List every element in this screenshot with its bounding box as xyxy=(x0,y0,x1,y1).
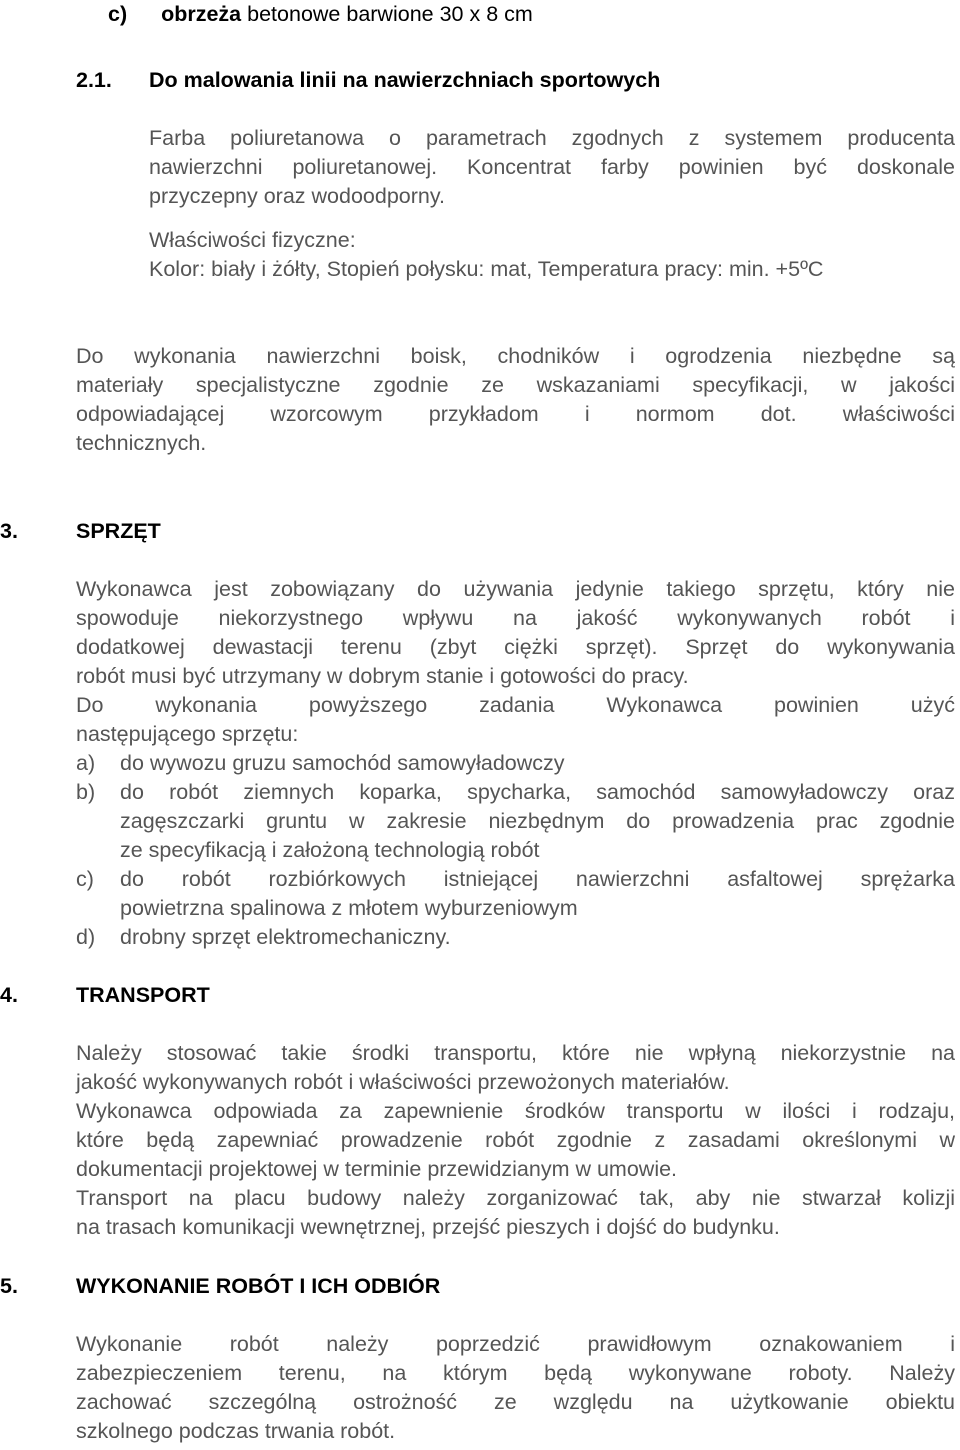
equipment-list-item xyxy=(76,778,955,865)
paragraph-line: dodatkowej dewastacji terenu (zbyt ciężki sprzęt). Sprzęt do wykonywania xyxy=(76,635,955,659)
section-4-paragraph-3 xyxy=(76,1184,955,1242)
paragraph-line: spowoduje niekorzystnego wpływu na jakość wykonywanych robót i xyxy=(76,606,955,630)
section-2-1-title: Do malowania linii na nawierzchniach sportowych xyxy=(149,68,661,92)
list-item-label: d) xyxy=(76,925,96,949)
paragraph-line: jakość wykonywanych robót i właściwości przewożonych materiałów. xyxy=(76,1070,730,1094)
paragraph-line: zachować szczególną ostrożność ze względu na użytkowanie obiektu xyxy=(76,1390,955,1414)
list-item-label: c) xyxy=(76,867,94,891)
equipment-list-item xyxy=(76,923,955,952)
equipment-list-item xyxy=(76,865,955,923)
list-item-label: a) xyxy=(76,751,96,775)
section-3-number: 3. xyxy=(0,519,18,543)
list-item-line: ze specyfikacją i założoną technologią robót xyxy=(120,838,540,862)
list-item-line: do robót rozbiórkowych istniejącej nawierzchni asfaltowej sprężarka xyxy=(120,867,955,891)
paragraph-line: Farba poliuretanowa o parametrach zgodnych z systemem producenta xyxy=(149,126,955,150)
paragraph-line: Wykonawca jest zobowiązany do używania jedynie takiego sprzętu, który nie xyxy=(76,577,955,601)
paragraph-line: przyczepny oraz wodoodporny. xyxy=(149,184,445,208)
section-3-paragraph-2 xyxy=(76,691,955,749)
section-2-1-number: 2.1. xyxy=(76,68,112,92)
top-item-label: c) xyxy=(108,2,128,26)
section-5-paragraph-1 xyxy=(76,1330,955,1446)
top-item-bold-term: obrzeża xyxy=(161,2,242,26)
paragraph-line: Do wykonania powyższego zadania Wykonawca powinien użyć xyxy=(76,693,955,717)
section-2-1-paragraph xyxy=(149,124,955,211)
equipment-list-item xyxy=(76,749,955,778)
section-4-title: TRANSPORT xyxy=(76,983,210,1007)
section-3-title: SPRZĘT xyxy=(76,519,161,543)
section-3-paragraph-1 xyxy=(76,575,955,691)
list-item-line: powietrzna spalinowa z młotem wyburzeniowym xyxy=(120,896,578,920)
top-list-item xyxy=(108,0,908,29)
list-item-text: drobny sprzęt elektromechaniczny. xyxy=(120,925,451,949)
paragraph-line: technicznych. xyxy=(76,431,207,455)
properties-line: Kolor: biały i żółty, Stopień połysku: mat, Temperatura pracy: min. +5ºC xyxy=(149,257,824,281)
paragraph-line: Transport na placu budowy należy zorganizować tak, aby nie stwarzał kolizji xyxy=(76,1186,955,1210)
top-item-text: betonowe barwione 30 x 8 cm xyxy=(247,2,533,26)
paragraph-line: następującego sprzętu: xyxy=(76,722,299,746)
list-item-text: do wywozu gruzu samochód samowyładowczy xyxy=(120,751,565,775)
paragraph-line: Do wykonania nawierzchni boisk, chodników i ogrodzenia niezbędne są xyxy=(76,344,955,368)
paragraph-line: materiały specjalistyczne zgodnie ze wskazaniami specyfikacji, w jakości xyxy=(76,373,955,397)
paragraph-line: nawierzchni poliuretanowej. Koncentrat farby powinien być doskonale xyxy=(149,155,955,179)
paragraph-line: dokumentacji projektowej w terminie przewidzianym w umowie. xyxy=(76,1157,678,1181)
paragraph-line: Wykonawca odpowiada za zapewnienie środków transportu w ilości i rodzaju, xyxy=(76,1099,955,1123)
paragraph-line: na trasach komunikacji wewnętrznej, przejść pieszych i dojść do budynku. xyxy=(76,1215,780,1239)
materials-paragraph xyxy=(76,342,955,458)
list-item-label: b) xyxy=(76,780,96,804)
section-5-number: 5. xyxy=(0,1274,18,1298)
section-4-paragraph-2 xyxy=(76,1097,955,1184)
paragraph-line: szkolnego podczas trwania robót. xyxy=(76,1419,396,1443)
section-4-paragraph-1 xyxy=(76,1039,955,1097)
paragraph-line: odpowiadającej wzorcowym przykładom i normom dot. właściwości xyxy=(76,402,955,426)
properties-title: Właściwości fizyczne: xyxy=(149,228,356,252)
list-item-line: do robót ziemnych koparka, spycharka, samochód samowyładowczy oraz xyxy=(120,780,955,804)
paragraph-line: robót musi być utrzymany w dobrym stanie i gotowości do pracy. xyxy=(76,664,689,688)
section-5-title: WYKONANIE ROBÓT I ICH ODBIÓR xyxy=(76,1274,441,1298)
paragraph-line: Należy stosować takie środki transportu, które nie wpłyną niekorzystnie na xyxy=(76,1041,955,1065)
paragraph-line: Wykonanie robót należy poprzedzić prawidłowym oznakowaniem i xyxy=(76,1332,955,1356)
section-4-number: 4. xyxy=(0,983,18,1007)
paragraph-line: które będą zapewniać prowadzenie robót zgodnie z zasadami określonymi w xyxy=(76,1128,955,1152)
list-item-line: zagęszczarki gruntu w zakresie niezbędnym do prowadzenia prac zgodnie xyxy=(120,809,955,833)
paragraph-line: zabezpieczeniem terenu, na którym będą wykonywane roboty. Należy xyxy=(76,1361,955,1385)
